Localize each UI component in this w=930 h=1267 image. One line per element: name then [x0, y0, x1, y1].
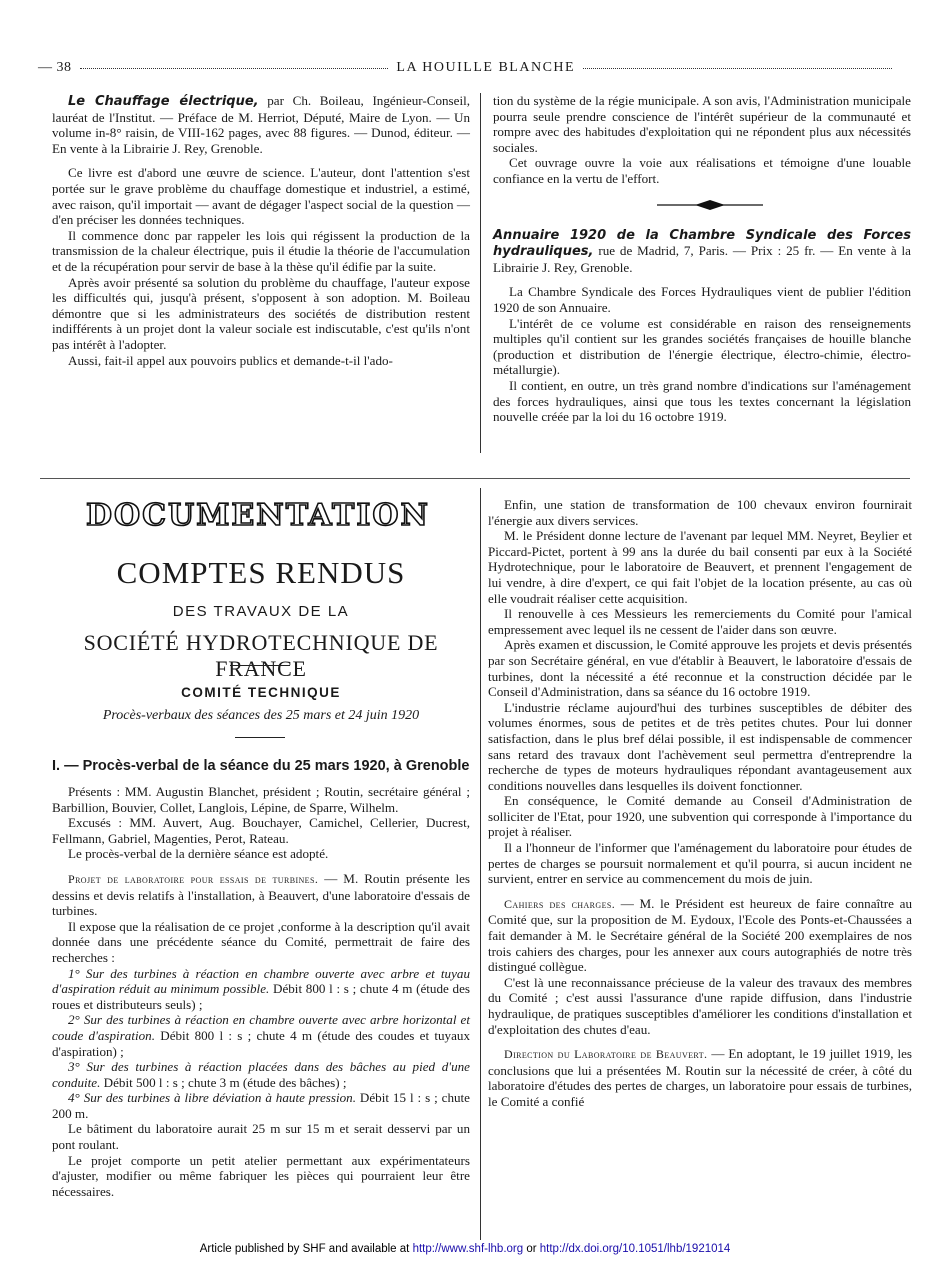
list-item-italic: 3° Sur des turbines à réaction placées dans des bâches au pied d'une conduite.	[52, 1059, 470, 1090]
list-item-italic: 1° Sur des turbines à réaction en chambre ouverte avec arbre et tuyau d'aspiration réduit au minimum possible.	[52, 965, 470, 997]
comptes-rendus-subtitle: DES TRAVAUX DE LA	[172, 603, 350, 620]
book-review-intro	[52, 93, 470, 156]
paragraph: Présents : MM. Augustin Blanchet, président ; Routin, secrétaire général ; Barbillion, Bouvier, Collet, Langlois, Lépine, de Sparre, Wilhelm.	[52, 784, 470, 815]
list-item-italic: 4° Sur des turbines à libre déviation à haute pression.	[68, 1090, 356, 1106]
pv-subtitle: Procès-verbaux des séances des 25 mars et 24 juin 1920	[102, 708, 420, 723]
column-divider	[480, 488, 481, 1240]
book-review-column-right	[493, 93, 911, 425]
book-review-column-left	[52, 93, 470, 368]
list-item	[52, 966, 470, 1013]
journal-title: LA HOUILLE BLANCHE	[396, 60, 576, 75]
paragraph: Il renouvelle à ces Messieurs les remerciements du Comité pour l'amical empressement avec lequel ils ne cessent de l'aider dans son œuvre.	[488, 606, 912, 637]
annuaire-intro-rest: rue de Madrid, 7, Paris. — Prix : 25 fr. — En vente à la Librairie J. Rey, Grenoble.	[493, 243, 911, 275]
footer-prefix: Article published by SHF and available at	[199, 1243, 413, 1255]
documentation-banner: DOCUMENTATION	[86, 498, 430, 533]
paragraph-rest: — En adoptant, le 19 juillet 1919, les conclusions que lui a présentées M. Routin sur la nécessité de créer, à côté du laboratoire d'études des pertes de charges, un laboratoire pour essais de turbines, le Comité a confié	[488, 1046, 912, 1109]
paragraph: Après avoir présenté sa solution du problème du chauffage, l'auteur expose les difficultés qui, jusqu'à présent, s'opposent à son adoption. M. Boileau démontre que si les administrateurs des sociétés de distribution restent indifférents à un projet dont la valeur sociale est indiscutable, c'est qu'ils n'ont pas intérêt à l'adopter.	[52, 274, 470, 352]
list-item-rest: Débit 500 l : s ; chute 3 m (étude des bâches) ;	[100, 1074, 347, 1090]
paragraph: Il a l'honneur de l'informer que l'aménagement du laboratoire pour études de pertes de charges se poursuit normalement et qu'il pourra, si aucun incident ne survient, entrer en service au commencement du mois de juin.	[488, 840, 912, 887]
publication-footer	[0, 1243, 930, 1255]
list-item-rest: Débit 15 l : s ; chute 200 m.	[52, 1090, 470, 1121]
paragraph: Aussi, fait-il appel aux pouvoirs publics et demande-t-il l'ado-	[68, 352, 393, 368]
paragraph-lead: Direction du Laboratoire de Beauvert.	[504, 1047, 708, 1062]
paragraph: La Chambre Syndicale des Forces Hydrauliques vient de publier l'édition 1920 de son Annuaire.	[493, 284, 911, 315]
page-number: — 38	[38, 60, 72, 75]
paragraph-rest: — M. le Président est heureux de faire connaître au Comité que, sur la proposition de M. Eydoux, l'Ecole des Ponts-et-Chaussées a fait demander à M. le Secrétaire général de la Société 200 exemplaires de nos trois cahiers des charges, pour les annexer aux cours autographiés de notre très distingué collègue.	[488, 895, 912, 975]
paragraph-lead: Cahiers des charges.	[504, 896, 616, 911]
paragraph	[52, 871, 470, 919]
list-item	[52, 1059, 470, 1090]
paragraph: C'est là une reconnaissance précieuse de la valeur des travaux des membres du Comité ; c'est aussi l'assurance d'une rapide diffusion, dans l'industrie hydraulique, de pratiques susceptibles d'améliorer les conditions d'installation et d'exploitation des chutes d'eau.	[488, 974, 912, 1037]
committee-heading: COMITÉ TECHNIQUE	[181, 685, 341, 700]
paragraph	[488, 1046, 912, 1109]
comptes-rendus-title: COMPTES RENDUS	[116, 555, 406, 590]
paragraph: M. le Président donne lecture de l'avenant par lequel MM. Neyret, Beylier et Piccard-Pictet, portent à 99 ans la durée du bail consenti par eux à la Société Hydrotechnique, pour le laboratoire de Beauvert, et prennent l'engagement de lui vendre, à dire d'expert, ce qui fait l'objet de la location présente, au cas où elle voudrait réaliser cette acquisition.	[488, 528, 912, 606]
paragraph: Excusés : MM. Auvert, Aug. Bouchayer, Camichel, Cellerier, Ducrest, Fellmann, Gabriel, Magenties, Perot, Rateau.	[52, 815, 470, 846]
paragraph: Cet ouvrage ouvre la voie aux réalisations et témoigne d'une louable confiance en la vertu de l'effort.	[493, 155, 911, 186]
header-leader-dots-right	[583, 68, 892, 69]
paragraph: Le projet comporte un petit atelier permettant aux expérimentateurs d'ajuster, modifier ou même fabriquer les pièces qui pourraient leur être nécessaires.	[52, 1152, 470, 1199]
book-review-intro-rest: par Ch. Boileau, Ingénieur-Conseil, lauréat de l'Institut. — Préface de M. Herriot, Député, Maire de Lyon. — Un volume in-8° raisin, de VIII-162 pages, avec 88 figures. — Dunod, éditeur. — En vente à la Librairie J. Rey, Grenoble.	[52, 93, 471, 156]
header-leader-dots	[80, 68, 389, 69]
annuaire-title: Annuaire 1920 de la Chambre Syndicale des Forces hydrauliques,	[493, 227, 911, 260]
society-name: SOCIÉTÉ HYDROTECHNIQUE DE FRANCE	[83, 630, 439, 681]
paragraph: Le bâtiment du laboratoire aurait 25 m sur 15 m et serait desservi par un pont roulant.	[52, 1121, 470, 1153]
list-item-rest: Débit 800 l : s ; chute 4 m (étude des roues et distributeurs seuls) ;	[52, 981, 470, 1012]
paragraph-lead: Projet de laboratoire pour essais de turbines.	[68, 871, 319, 886]
paragraph: Ce livre est d'abord une œuvre de science. L'auteur, dont l'attention s'est portée sur le grave problème du chauffage domestique et industriel, a estimé, avec raison, qu'il importait — avant de dégager l'aspect social de la question — d'en préciser les données techniques.	[52, 165, 470, 228]
shf-link[interactable]: http://www.shf-lhb.org	[412, 1243, 524, 1255]
paragraph: Après examen et discussion, le Comité approuve les projets et devis présentés par son Secrétaire général, en vue d'établir à Beauvert, le laboratoire d'essais de turbines, dont la nécessité a été reconnue et la construction décidée par le Conseil d'Administration, dans sa séance du 16 octobre 1919.	[488, 637, 912, 700]
short-rule	[230, 665, 290, 666]
paragraph: tion du système de la régie municipale. A son avis, l'Administration municipale pourra seule prendre conscience de l'intérêt supérieur de la communauté et rompre avec des habitudes d'exploitation qui ne répondent plus aux nécessités sociales.	[493, 93, 911, 155]
paragraph-rest: — M. Routin présente les dessins et devis relatifs à l'installation, à Beauvert, d'une laboratoire d'essais de turbines.	[52, 870, 470, 919]
minutes-column-right	[488, 497, 912, 1110]
paragraph: Enfin, une station de transformation de 100 chevaux environ fournirait l'énergie aux divers services.	[488, 497, 912, 528]
annuaire-intro	[493, 227, 911, 276]
paragraph: L'intérêt de ce volume est considérable en raison des renseignements multiples qu'il contient sur les grandes sociétés françaises de houille blanche (production et distribution de l'énergie électrique, électro-chimie, électro-métallurgie).	[493, 315, 911, 378]
list-item-italic: 2° Sur des turbines à réaction en chambre ouverte avec arbre horizontal et coude d'aspiration.	[52, 1012, 470, 1043]
paragraph: L'industrie réclame aujourd'hui des turbines susceptibles de débiter des volumes énormes, sous de petites et de très petites chutes. Pour lui donner satisfaction, dans le plus bref délai possible, il est indispensable de commencer sans retard des travaux dont l'achèvement seul permettra d'entreprendre la recherche de types de moteurs hydrauliques répondant avantageusement aux conditions nouvelles dans lesquelles ils doivent fonctionner.	[488, 699, 912, 793]
list-item-rest: Débit 800 l : s ; chute 4 m (étude des coudes et tuyaux d'aspiration) ;	[52, 1027, 470, 1059]
section-heading: I. — Procès-verbal de la séance du 25 mars 1920, à Grenoble	[52, 758, 470, 774]
list-item	[52, 1012, 470, 1059]
paragraph	[488, 896, 912, 975]
ornamental-divider	[655, 199, 765, 211]
section-rule	[40, 478, 910, 479]
doi-link[interactable]: http://dx.doi.org/10.1051/lhb/1921014	[539, 1243, 731, 1255]
minutes-column-left	[52, 784, 470, 1199]
paragraph: En conséquence, le Comité demande au Conseil d'Administration de solliciter de l'Etat, pour 1920, une subvention qui corresponde à l'importance du projet à réaliser.	[488, 793, 912, 840]
list-item	[52, 1090, 470, 1121]
running-header	[38, 58, 900, 78]
short-rule	[235, 737, 285, 738]
footer-or: or	[523, 1243, 540, 1255]
paragraph: Il commence donc par rappeler les lois qui régissent la production de la transmission de la chaleur électrique, puis il étudie la théorie de l'accumulation et de la récupération pour servir de base à la thèse qu'il édifie par la suite.	[52, 227, 470, 274]
column-divider	[480, 93, 481, 453]
book-title: Le Chauffage électrique,	[68, 94, 259, 109]
paragraph: Il expose que la réalisation de ce projet ,conforme à la description qu'il avait donnée dans une précédente séance du Comité, permettrait de faire des recherches :	[52, 918, 470, 965]
paragraph: Le procès-verbal de la dernière séance est adopté.	[68, 846, 329, 862]
paragraph: Il contient, en outre, un très grand nombre d'indications sur l'aménagement des forces hydrauliques, ainsi que tous les textes concernant la législation nouvelle créée par la loi du 16 octobre 1919.	[493, 377, 911, 425]
